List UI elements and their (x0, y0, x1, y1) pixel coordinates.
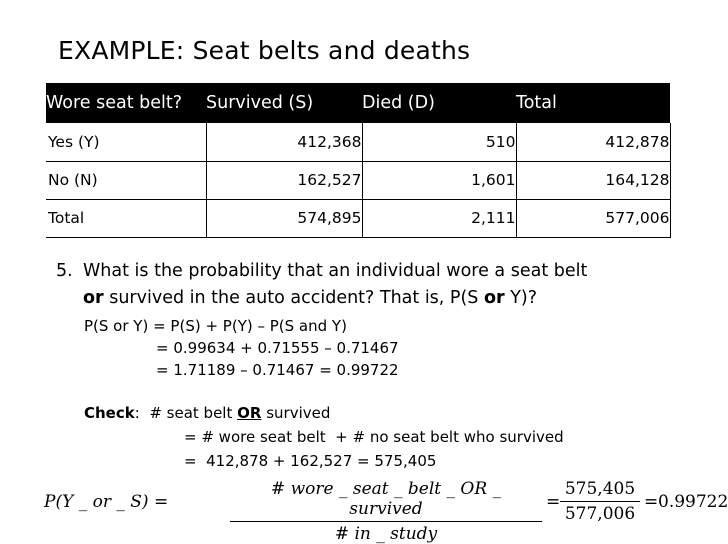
cell-died: 510 (362, 123, 516, 161)
header-wore-seat-belt: Wore seat belt? (46, 83, 206, 123)
fraction-denominator: 577,006 (564, 504, 636, 524)
formula-lhs: P(Y _ or _ S) = (44, 492, 169, 512)
cell-died: 2,111 (362, 199, 516, 237)
equals-sign: = (546, 492, 561, 512)
question-line2-end: Y)? (504, 288, 538, 308)
calculation (84, 315, 399, 381)
calc-line: = 0.99634 + 0.71555 – 0.71467 (156, 339, 399, 357)
cell-survived: 412,368 (206, 123, 362, 161)
check-line-1 (84, 401, 564, 425)
header-total: Total (516, 83, 670, 123)
equals-sign: = (644, 492, 659, 512)
fraction-numerator: 575,405 (564, 479, 636, 499)
question-line1: What is the probability that an individual wore a seat belt (83, 261, 588, 281)
check-label: Check (84, 404, 135, 422)
cell-total: 164,128 (516, 161, 670, 199)
check-section (84, 401, 564, 473)
calc-line: = 1.71189 – 0.71467 = 0.99722 (156, 361, 399, 379)
check-text-b: survived (261, 404, 331, 422)
question-or-bold: or (83, 288, 104, 308)
header-died: Died (D) (362, 83, 516, 123)
fraction-bar (230, 521, 542, 522)
cell-total: 577,006 (516, 199, 670, 237)
probability-formula (44, 478, 728, 544)
formula-result: 0.99722 (658, 492, 728, 512)
contingency-table (46, 83, 671, 238)
fraction-bar (560, 501, 640, 502)
table-row (46, 161, 670, 199)
fraction-numeric (560, 479, 640, 524)
table-header-row (46, 83, 670, 123)
cell-survived: 574,895 (206, 199, 362, 237)
cell-survived: 162,527 (206, 161, 362, 199)
check-line-2: = # wore seat belt + # no seat belt who survived (184, 428, 564, 446)
fraction-numerator: # wore _ seat _ belt _ OR _ survived (270, 479, 502, 519)
question-text (83, 258, 683, 312)
question-number: 5. (56, 261, 73, 281)
table-row (46, 123, 670, 161)
check-or-bold: OR (237, 404, 262, 422)
fraction-symbolic (230, 479, 542, 544)
cell-total: 412,878 (516, 123, 670, 161)
table-row (46, 199, 670, 237)
header-survived: Survived (S) (206, 83, 362, 123)
calc-line: P(S or Y) = P(S) + P(Y) – P(S and Y) (84, 317, 347, 335)
check-line-3: = 412,878 + 162,527 = 575,405 (184, 452, 437, 470)
fraction-denominator: # in _ study (334, 524, 438, 544)
question-line2: survived in the auto accident? That is, P(S (103, 288, 484, 308)
row-label: Yes (Y) (46, 123, 206, 161)
page-title: EXAMPLE: Seat belts and deaths (58, 36, 471, 65)
row-label: No (N) (46, 161, 206, 199)
cell-died: 1,601 (362, 161, 516, 199)
question-or-bold-2: or (483, 288, 505, 308)
row-label: Total (46, 199, 206, 237)
check-text-a: : # seat belt (134, 404, 238, 422)
